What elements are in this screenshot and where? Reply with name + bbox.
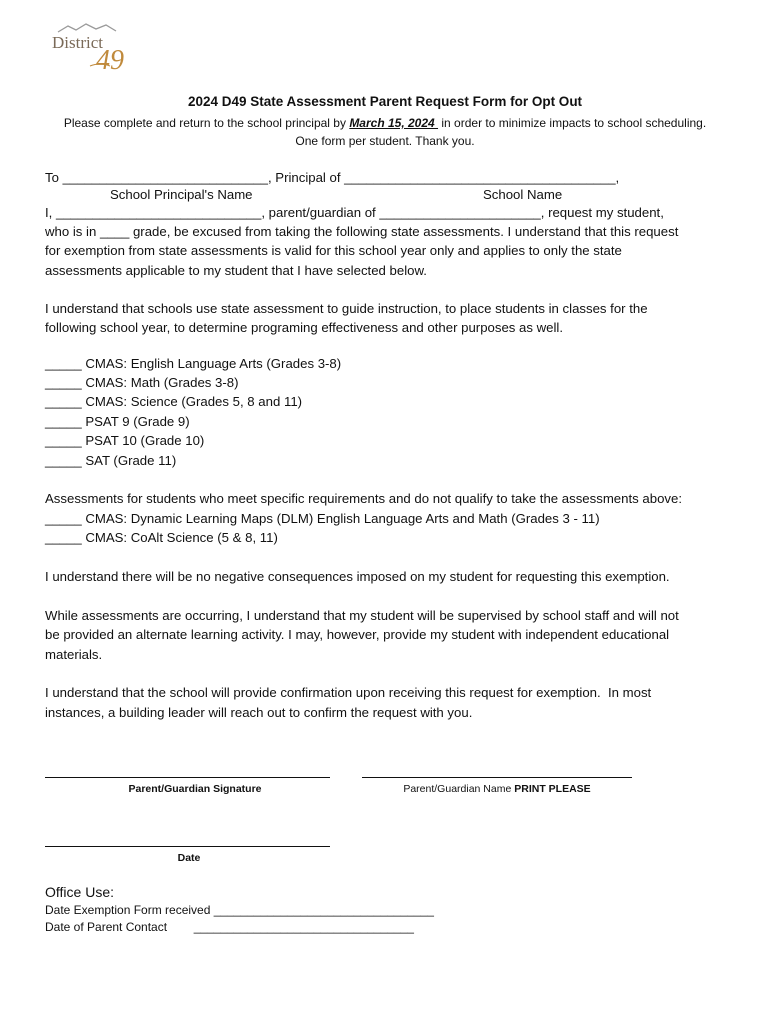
intro-before: Please complete and return to the school principal by [63,116,350,130]
assessment-option: _____ CMAS: Science (Grades 5, 8 and 11) [45,394,303,409]
assessment-option: _____ CMAS: Math (Grades 3-8) [45,375,239,390]
para3-line: I understand there will be no negative consequences imposed on my student for requesting this exemption. [45,569,670,584]
print-name-text: Parent/Guardian Name [403,783,515,795]
logo-mountain-outline [58,24,116,32]
para4-line: be provided an alternate learning activity. I may, however, provide my student with independent educational [45,627,670,642]
para1-line: for exemption from state assessments is valid for this school year only and applies to only the state [45,243,622,258]
intro-after: in order to minimize impacts to school scheduling. [438,116,707,130]
date-line[interactable] [45,846,330,847]
logo-text-number: 49 [96,45,124,74]
para1-line: I, ____________________________, parent/guardian of ______________________, request my student, [45,205,664,220]
para4-line: materials. [45,647,103,662]
form-title: 2024 D49 State Assessment Parent Request Form for Opt Out [187,94,583,109]
deadline-date: March 15, 2024 [349,116,439,130]
para4-line: While assessments are occurring, I understand that my student will be supervised by school staff and will not [45,608,679,623]
para1-line: assessments applicable to my student that I have selected below. [45,263,427,278]
para2-line: I understand that schools use state assessment to guide instruction, to place students in classes for the [45,301,648,316]
special-assessments-intro: Assessments for students who meet specific requirements and do not qualify to take the assessments above: [45,491,682,506]
date-label: Date [177,852,201,864]
label-school-name: School Name [483,187,563,202]
para5-line: instances, a building leader will reach out to confirm the request with you. [45,705,473,720]
logo-text-district: District [52,33,103,52]
assessment-option: _____ CMAS: English Language Arts (Grades 3-8) [45,356,342,371]
para2-line: following school year, to determine programing effectiveness and other purposes as well. [45,320,564,335]
district-49-logo [50,22,150,74]
signature-line[interactable] [45,777,330,778]
assessment-option: _____ PSAT 9 (Grade 9) [45,414,190,429]
special-assessment-option: _____ CMAS: Dynamic Learning Maps (DLM) English Language Arts and Math (Grades 3 - 11) [45,511,600,526]
office-contact-line: Date of Parent Contact _________________________________ [45,920,414,934]
intro-line-2: One form per student. Thank you. [295,134,475,148]
print-name-line[interactable] [362,777,632,778]
assessment-option: _____ SAT (Grade 11) [45,453,177,468]
intro-line-1 [0,116,770,130]
special-assessment-option: _____ CMAS: CoAlt Science (5 & 8, 11) [45,530,278,545]
print-name-label [362,783,632,795]
assessment-option: _____ PSAT 10 (Grade 10) [45,433,205,448]
para5-line: I understand that the school will provide confirmation upon receiving this request for exemption. In most [45,685,652,700]
to-line: To ____________________________, Principal of _____________________________________, [45,170,620,185]
para1-line: who is in ____ grade, be excused from taking the following state assessments. I understand that this request [45,224,679,239]
label-principal-name: School Principal's Name [110,187,253,202]
office-use-heading: Office Use: [45,884,114,900]
print-please-text: PRINT PLEASE [514,783,591,795]
signature-label: Parent/Guardian Signature [128,783,262,795]
office-received-line: Date Exemption Form received _________________________________ [45,903,434,917]
